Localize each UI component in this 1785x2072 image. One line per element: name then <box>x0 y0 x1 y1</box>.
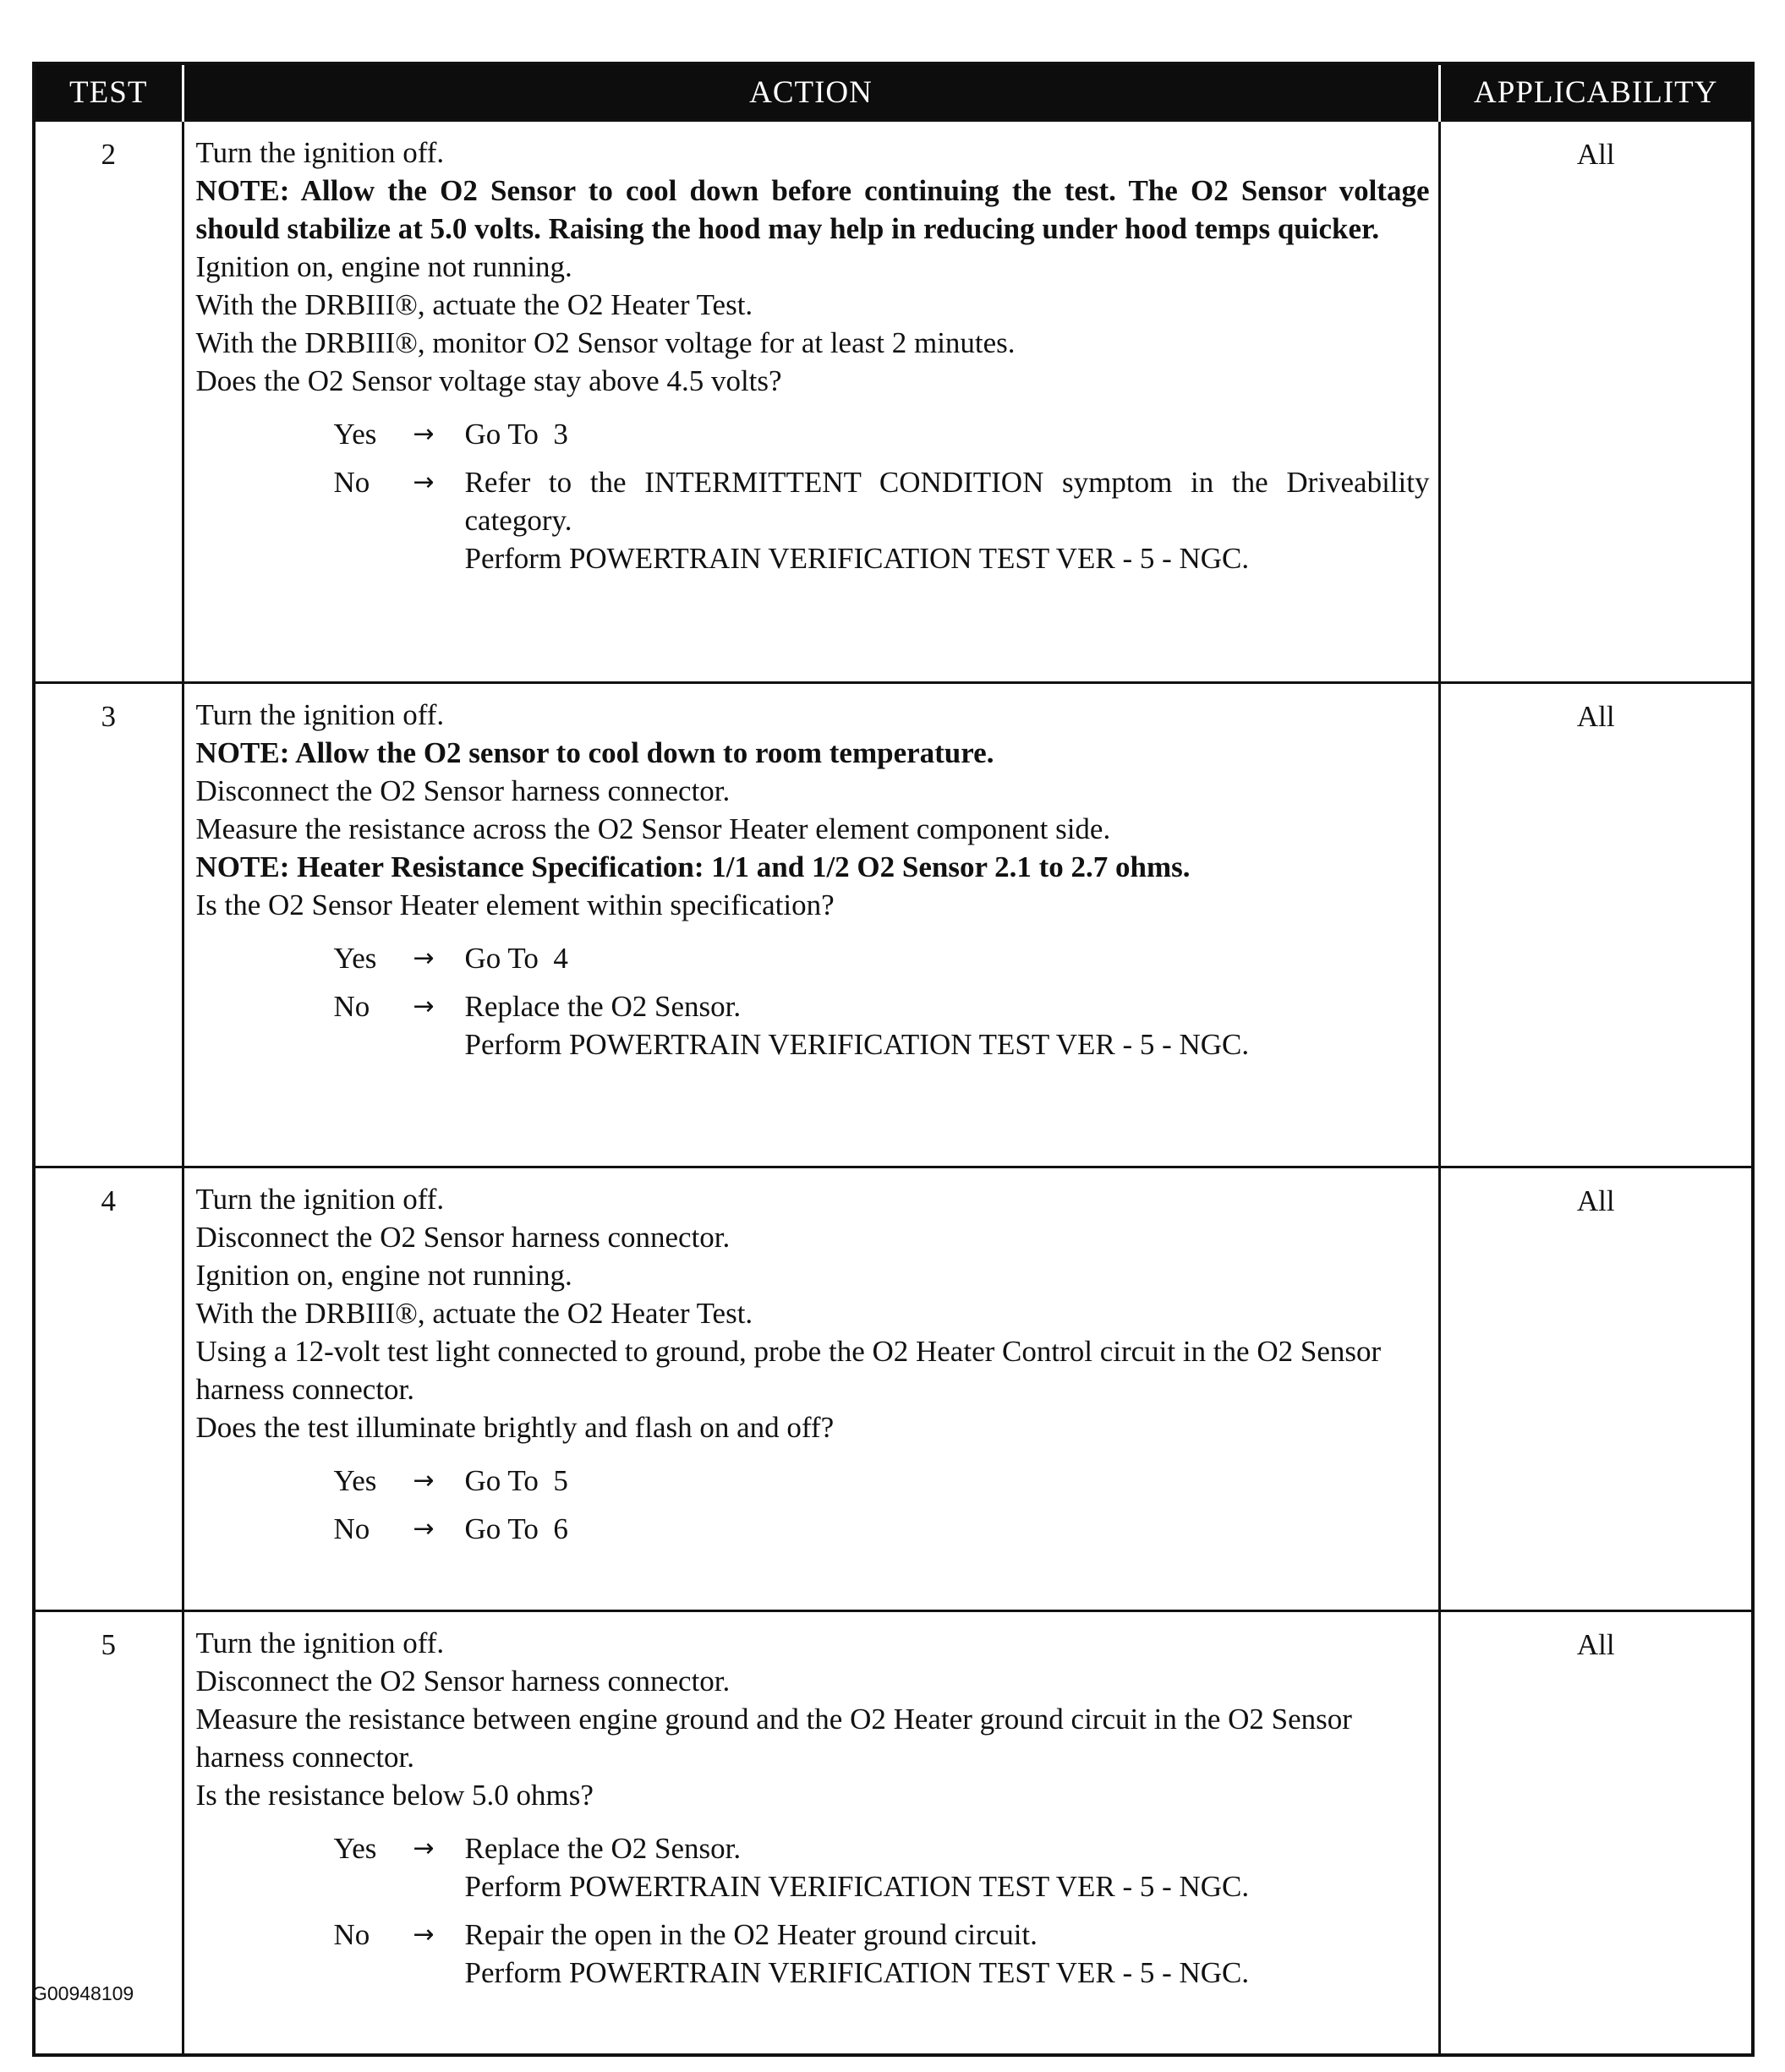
result-label: Yes <box>333 1832 377 1865</box>
result-text: Repair the open in the O2 Heater ground circuit. <box>464 1918 1038 1951</box>
result-no <box>196 1510 1430 1548</box>
result-action <box>465 1462 1430 1500</box>
instruction-text: Turn the ignition off. <box>195 136 445 169</box>
result-label: Yes <box>333 1464 377 1497</box>
applicability-value: All <box>1439 1167 1753 1611</box>
result-action <box>464 463 1437 577</box>
action-cell <box>183 1611 1439 2056</box>
note-text: NOTE: Heater Resistance Specification: 1/1 and 1/2 O2 Sensor 2.1 to 2.7 ohms. <box>195 850 1191 883</box>
instruction-text: Using a 12-volt test light connected to ground, probe the O2 Heater Control circuit in the O2 Sensor harness connector. <box>195 1335 1382 1406</box>
instruction-text: Disconnect the O2 Sensor harness connector. <box>195 1665 731 1698</box>
result-no <box>196 463 1437 577</box>
arrow-right-icon: → <box>413 992 435 1021</box>
result-text: Perform POWERTRAIN VERIFICATION TEST VER - 5 - NGC. <box>464 1870 1250 1903</box>
result-label: Yes <box>333 418 377 451</box>
instruction-text: Turn the ignition off. <box>195 1183 445 1216</box>
table-row <box>34 1167 1753 1611</box>
instruction-text: Turn the ignition off. <box>195 698 445 731</box>
note-text: NOTE: Allow the O2 sensor to cool down to room temperature. <box>195 736 994 769</box>
result-text: Replace the O2 Sensor. <box>464 1832 742 1865</box>
note-text: NOTE: Allow the O2 Sensor to cool down before continuing the test. The O2 Sensor voltage should stabilize at 5.0 volts. Raising the hood may help in reducing under hood temps quicker. <box>195 174 1430 245</box>
result-no <box>196 987 1430 1063</box>
instruction-text: Is the resistance below 5.0 ohms? <box>195 1779 594 1812</box>
result-text: Perform POWERTRAIN VERIFICATION TEST VER - 5 - NGC. <box>464 1956 1250 1989</box>
result-branches <box>196 939 1430 1063</box>
result-label: No <box>333 990 370 1023</box>
instruction-text: Disconnect the O2 Sensor harness connector. <box>195 1221 731 1254</box>
test-number: 4 <box>34 1167 183 1611</box>
arrow-right-icon: → <box>413 1514 435 1544</box>
result-branches <box>196 1829 1430 1992</box>
header-action: ACTION <box>183 63 1439 121</box>
instruction-text: Measure the resistance across the O2 Sensor Heater element component side. <box>195 812 1111 845</box>
applicability-value: All <box>1439 121 1753 683</box>
instruction-text: Disconnect the O2 Sensor harness connector. <box>195 774 731 807</box>
result-action <box>465 415 1430 453</box>
result-text: Go To 5 <box>464 1464 568 1497</box>
result-text: Perform POWERTRAIN VERIFICATION TEST VER - 5 - NGC. <box>464 542 1250 575</box>
test-number: 2 <box>34 121 183 683</box>
instruction-text: Measure the resistance between engine ground and the O2 Heater ground circuit in the O2 Sensor harness connector. <box>195 1703 1352 1774</box>
applicability-value: All <box>1439 683 1753 1167</box>
instruction-text: With the DRBIII®, actuate the O2 Heater Test. <box>195 288 753 321</box>
result-yes <box>196 415 1430 453</box>
result-text: Go To 3 <box>464 418 568 451</box>
result-text: Perform POWERTRAIN VERIFICATION TEST VER - 5 - NGC. <box>464 1028 1250 1061</box>
instruction-text: Ignition on, engine not running. <box>195 250 572 283</box>
arrow-right-icon: → <box>413 419 435 449</box>
result-text: Refer to the INTERMITTENT CONDITION symptom in the Driveability category. <box>464 466 1437 537</box>
table-row <box>34 683 1753 1167</box>
result-action <box>465 987 1430 1063</box>
table-row <box>34 121 1753 683</box>
result-yes <box>196 939 1430 977</box>
result-text: Go To 6 <box>464 1512 568 1545</box>
result-action <box>465 1829 1430 1905</box>
result-action <box>465 1916 1430 1992</box>
result-yes <box>196 1829 1430 1905</box>
diagnostic-test-page <box>32 62 1751 2057</box>
result-action <box>465 1510 1430 1548</box>
arrow-right-icon: → <box>413 943 435 973</box>
result-label: No <box>333 466 370 499</box>
instruction-text: Ignition on, engine not running. <box>195 1259 572 1292</box>
arrow-right-icon: → <box>413 1920 435 1949</box>
result-label: Yes <box>333 942 377 975</box>
instruction-text: With the DRBIII®, monitor O2 Sensor voltage for at least 2 minutes. <box>195 326 1016 359</box>
instruction-text: Is the O2 Sensor Heater element within specification? <box>195 888 835 921</box>
test-number: 5 <box>34 1611 183 2056</box>
table-header-row <box>34 63 1753 121</box>
diagnostic-test-table <box>32 62 1755 2057</box>
result-branches <box>196 415 1437 577</box>
table-row <box>34 1611 1753 2056</box>
arrow-right-icon: → <box>413 1834 435 1863</box>
table-body <box>34 121 1753 2056</box>
action-cell <box>183 121 1439 683</box>
action-cell <box>183 1167 1439 1611</box>
applicability-value: All <box>1439 1611 1753 2056</box>
arrow-right-icon: → <box>413 467 435 497</box>
arrow-right-icon: → <box>413 1466 435 1495</box>
instruction-text: Turn the ignition off. <box>195 1626 445 1659</box>
header-applicability: APPLICABILITY <box>1439 63 1753 121</box>
result-text: Go To 4 <box>464 942 568 975</box>
instruction-text: With the DRBIII®, actuate the O2 Heater Test. <box>195 1297 753 1330</box>
result-yes <box>196 1462 1430 1500</box>
result-branches <box>196 1462 1430 1548</box>
instruction-text: Does the O2 Sensor voltage stay above 4.5 volts? <box>195 364 782 397</box>
result-text: Replace the O2 Sensor. <box>464 990 742 1023</box>
result-label: No <box>333 1512 370 1545</box>
instruction-text: Does the test illuminate brightly and flash on and off? <box>195 1411 835 1444</box>
result-action <box>465 939 1430 977</box>
header-test: TEST <box>34 63 183 121</box>
result-label: No <box>333 1918 370 1951</box>
test-number: 3 <box>34 683 183 1167</box>
result-no <box>196 1916 1430 1992</box>
action-cell <box>183 683 1439 1167</box>
figure-id: G00948109 <box>32 1982 134 2004</box>
